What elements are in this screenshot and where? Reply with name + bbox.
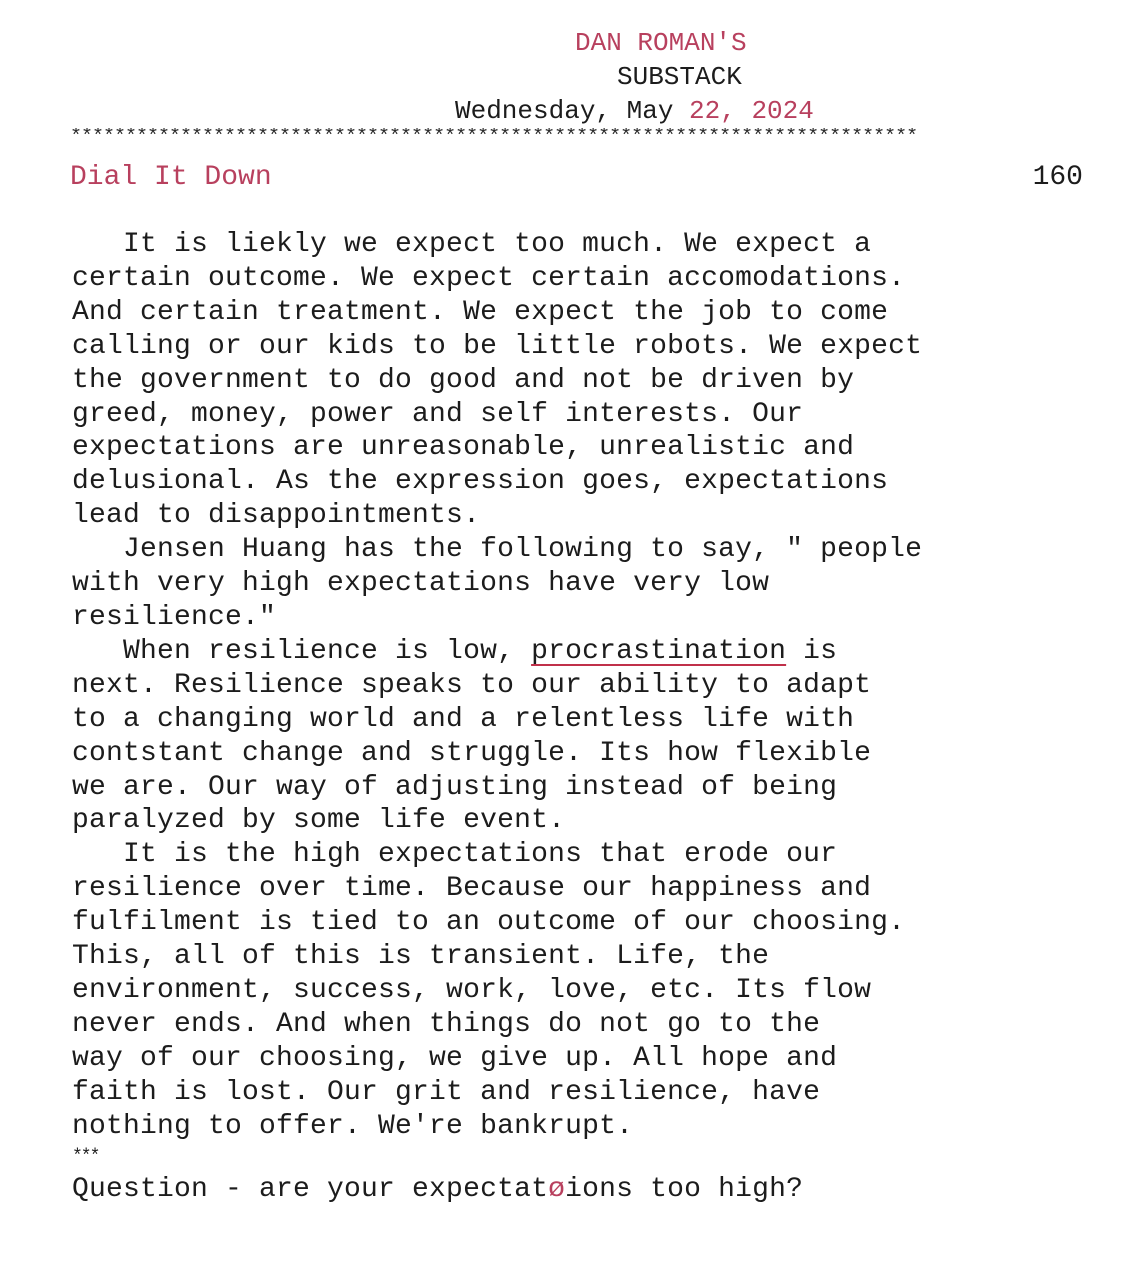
post-title: Dial It Down — [70, 162, 272, 193]
header-divider: ***************************************************************************** — [70, 128, 918, 148]
paragraph-4 — [72, 838, 1102, 1143]
text-line: calling or our kids to be little robots. We expect — [72, 330, 923, 362]
text-line: resilience over time. Because our happiness and — [72, 873, 872, 905]
line-suffix: is — [786, 635, 838, 667]
text-line: delusional. As the expression goes, expectations — [72, 466, 889, 498]
line-prefix: When resilience is low, — [72, 635, 532, 667]
text-line: greed, money, power and self interests. Our — [72, 398, 804, 430]
paragraph-1 — [72, 228, 1102, 533]
text-line: expectations are unreasonable, unrealistic and — [72, 432, 855, 464]
author-line: DAN ROMAN'S — [575, 28, 747, 58]
text-line: resilience." — [72, 601, 277, 633]
text-line: This, all of this is transient. Life, the — [72, 941, 770, 973]
section-separator: *** — [72, 1147, 99, 1168]
text-line: never ends. And when things do not go to the — [72, 1008, 821, 1040]
text-line: with very high expectations have very low — [72, 568, 770, 600]
date-suffix: 22, 2024 — [689, 96, 814, 126]
publication-name: SUBSTACK — [617, 62, 742, 92]
text-line: nothing to offer. We're bankrupt. — [72, 1110, 634, 1142]
struck-character: ø — [548, 1174, 566, 1206]
text-line: It is the high expectations that erode our — [72, 839, 838, 871]
text-line: we are. Our way of adjusting instead of being — [72, 771, 838, 803]
text-line: way of our choosing, we give up. All hope and — [72, 1042, 838, 1074]
closing-question — [72, 1173, 1102, 1207]
text-line: environment, success, work, love, etc. Its flow — [72, 974, 872, 1006]
text-line: lead to disappointments. — [72, 500, 481, 532]
text-line: And certain treatment. We expect the job to come — [72, 296, 889, 328]
text-line: fulfilment is tied to an outcome of our choosing. — [72, 907, 906, 939]
text-line: paralyzed by some life event. — [72, 805, 566, 837]
question-suffix: ions too high? — [565, 1174, 804, 1206]
text-line — [72, 635, 1102, 669]
text-line: the government to do good and not be driven by — [72, 364, 855, 396]
text-line: It is liekly we expect too much. We expect a — [72, 229, 872, 260]
question-prefix: Question - are your expectat — [72, 1174, 549, 1206]
paragraph-3 — [72, 635, 1102, 838]
text-line: Jensen Huang has the following to say, " people — [72, 534, 923, 566]
text-line: certain outcome. We expect certain accomodations. — [72, 262, 906, 294]
date-prefix: Wednesday, May — [455, 96, 690, 126]
post-number: 160 — [1032, 162, 1083, 193]
text-line: faith is lost. Our grit and resilience, have — [72, 1076, 821, 1108]
text-line: next. Resilience speaks to our ability to adapt — [72, 669, 872, 701]
paragraph-2 — [72, 533, 1102, 635]
underlined-word: procrastination — [531, 635, 787, 667]
text-line — [72, 1173, 1102, 1207]
post-body — [72, 228, 1102, 1207]
text-line: contstant change and struggle. Its how flexible — [72, 737, 872, 769]
text-line: to a changing world and a relentless life with — [72, 703, 855, 735]
post-date — [455, 96, 814, 126]
